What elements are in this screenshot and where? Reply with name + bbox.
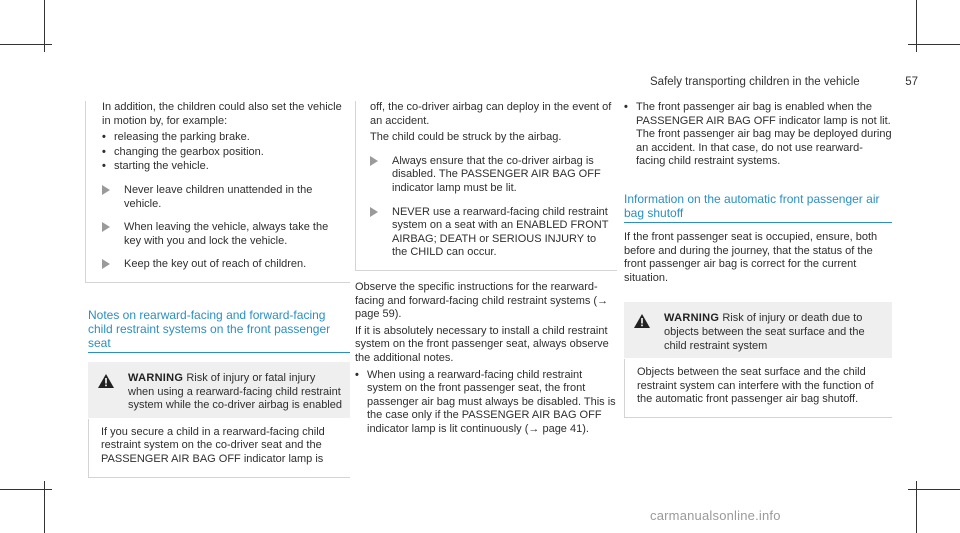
section-heading: Information on the automatic front passenger air bag shutoff bbox=[624, 191, 880, 220]
crop-mark bbox=[916, 0, 917, 52]
list-item: • When using a rearward-facing child restraint system on the front passenger seat, the front passenger air bag must always be disabled. This is the case only if the PASSENGER AIR BAG OFF indicator lamp is lit continuously (→ page 41). bbox=[355, 369, 617, 437]
note-box bbox=[85, 101, 350, 283]
list-item: • releasing the parking brake. bbox=[102, 131, 346, 145]
warning-body: If you secure a child in a rearward-facing child restraint system on the co-driver seat and the PASSENGER AIR BAG OFF indicator lamp is bbox=[88, 419, 350, 478]
instruction-step bbox=[102, 184, 346, 211]
list-item: • changing the gearbox position. bbox=[102, 146, 346, 160]
instruction-step bbox=[102, 258, 346, 272]
column-3 bbox=[624, 101, 892, 418]
warning-continuation-box bbox=[355, 101, 617, 271]
section-heading-wrap bbox=[88, 308, 350, 353]
warning-body: Objects between the seat surface and the child restraint system can interfere with the function of the automatic front passenger air bag shutoff. bbox=[624, 359, 892, 418]
header-title: Safely transporting children in the vehicle bbox=[650, 76, 860, 88]
paragraph: Observe the specific instructions for the rearward-facing and forward-facing child restraint systems (→ page 59). bbox=[355, 280, 609, 321]
step-text: Never leave children unattended in the vehicle. bbox=[124, 183, 313, 210]
step-text: NEVER use a rearward-facing child restraint system on a seat with an ENABLED FRONT AIRBAG; DEATH or SERIOUS INJURY to the CHILD can occur. bbox=[392, 205, 609, 259]
warning-triangle-icon bbox=[98, 374, 114, 388]
watermark: carmanualsonline.info bbox=[650, 508, 781, 523]
warning-label: WARNING bbox=[664, 312, 720, 325]
instruction-step bbox=[102, 221, 346, 248]
section-heading-wrap bbox=[624, 192, 892, 223]
instruction-step bbox=[370, 155, 613, 196]
paragraph: In addition, the children could also set the vehicle in motion by, for example: bbox=[102, 101, 342, 127]
list-item: • starting the vehicle. bbox=[102, 160, 346, 174]
step-text: Always ensure that the co-driver airbag is disabled. The PASSENGER AIR BAG OFF indicator lamp must be lit. bbox=[392, 154, 601, 194]
warning-header bbox=[624, 302, 892, 359]
step-text: When leaving the vehicle, always take the key with you and lock the vehicle. bbox=[124, 221, 329, 247]
running-header bbox=[650, 76, 918, 88]
step-arrow-icon bbox=[102, 222, 110, 232]
page-number: 57 bbox=[905, 76, 918, 88]
paragraph: off, the co-driver airbag can deploy in the event of an accident. bbox=[370, 101, 612, 127]
warning-title: Risk of injury or death due to objects between the seat surface and the child restraint system bbox=[664, 312, 865, 352]
warning-box bbox=[88, 362, 350, 478]
column-2 bbox=[355, 101, 617, 437]
paragraph: The child could be struck by the airbag. bbox=[370, 131, 562, 144]
step-arrow-icon bbox=[370, 156, 378, 166]
column-1 bbox=[88, 101, 350, 478]
step-text: Keep the key out of reach of children. bbox=[124, 258, 307, 271]
crop-mark bbox=[44, 0, 45, 52]
paragraph: If it is absolutely necessary to install a child restraint system on the front passenger seat, always observe the additional notes. bbox=[355, 324, 609, 364]
crop-mark bbox=[916, 481, 917, 533]
instruction-step bbox=[370, 206, 613, 260]
step-arrow-icon bbox=[102, 259, 110, 269]
section-heading: Notes on rearward-facing and forward-facing child restraint systems on the front passenger seat bbox=[88, 307, 331, 350]
warning-label: WARNING bbox=[128, 371, 184, 384]
crop-mark bbox=[44, 481, 45, 533]
paragraph: If the front passenger seat is occupied, ensure, both before and during the journey, that the status of the front passenger air bag is correct for the current situation. bbox=[624, 230, 878, 284]
warning-title: Risk of injury or fatal injury when using a rearward-facing child restraint system while the co-driver airbag is enabled bbox=[128, 371, 342, 412]
warning-triangle-icon bbox=[634, 314, 650, 328]
warning-box bbox=[624, 302, 892, 418]
step-arrow-icon bbox=[370, 207, 378, 217]
warning-header bbox=[88, 362, 350, 419]
step-arrow-icon bbox=[102, 185, 110, 195]
list-item: • The front passenger air bag is enabled when the PASSENGER AIR BAG OFF indicator lamp is not lit. The front passenger air bag may be deployed during an accident. In that case, do not use rearward-facing child restraint systems. bbox=[624, 101, 892, 169]
